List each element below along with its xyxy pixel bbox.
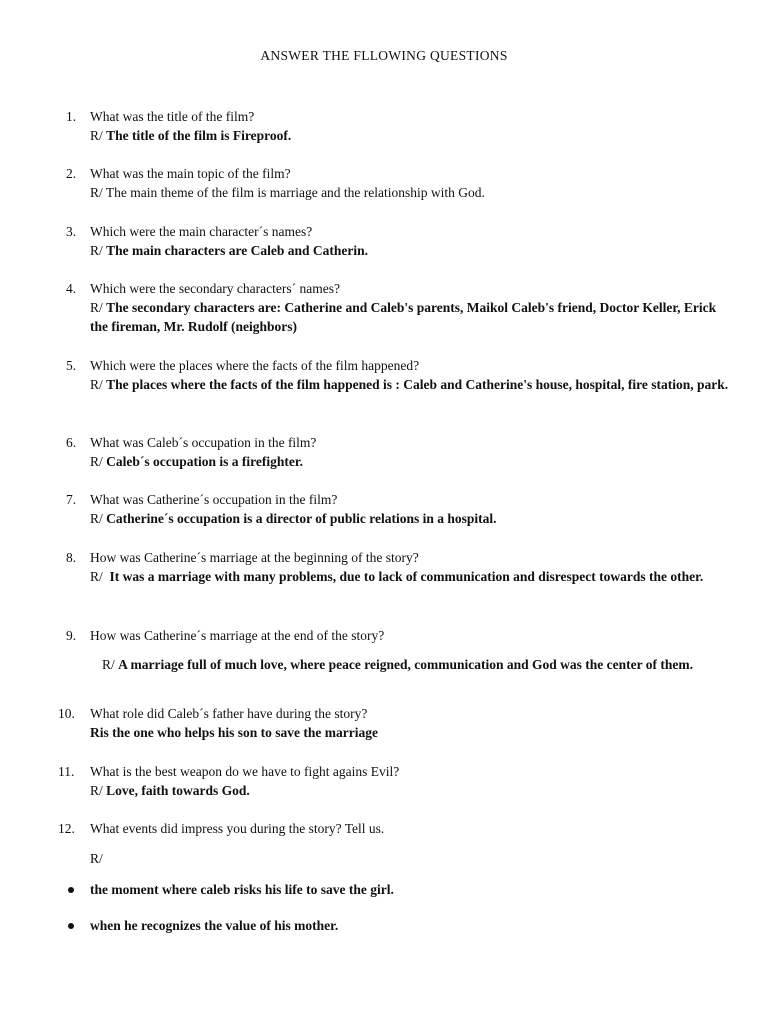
question-text: What is the best weapon do we have to fight agains Evil? xyxy=(90,764,400,779)
question-text: What events did impress you during the story? Tell us. xyxy=(90,821,385,836)
answer-line xyxy=(90,241,736,260)
question-text: How was Catherine´s marriage at the beginning of the story? xyxy=(90,550,419,565)
question-item xyxy=(66,433,736,471)
question-number: 1. xyxy=(66,109,77,124)
answer-line xyxy=(90,298,736,336)
answer-prefix: R/ xyxy=(90,511,107,526)
question-item xyxy=(66,164,736,202)
answer-line xyxy=(90,781,736,800)
answer-text: Caleb´s occupation is a firefighter. xyxy=(106,454,304,469)
answer-prefix: R/ xyxy=(90,243,107,258)
answer-prefix: R/ xyxy=(90,569,110,584)
answer-prefix: R/ xyxy=(90,783,107,798)
answer-line xyxy=(90,183,736,202)
question-text: How was Catherine´s marriage at the end of the story? xyxy=(90,628,385,643)
question-item xyxy=(66,107,736,145)
question-text: Which were the secondary characters´ names? xyxy=(90,281,340,296)
question-item xyxy=(66,279,736,336)
question-number: 4. xyxy=(66,281,77,296)
question-number: 6. xyxy=(66,435,77,450)
question-item xyxy=(58,704,736,742)
question-item xyxy=(66,548,736,586)
question-item xyxy=(58,762,736,800)
bullet-icon xyxy=(68,923,74,929)
question-number: 8. xyxy=(66,550,77,565)
answer-text: Ris the one who helps his son to save the marriage xyxy=(90,725,379,740)
question-text: What role did Caleb´s father have during the story? xyxy=(90,706,368,721)
answer-line xyxy=(44,655,726,675)
answer-line xyxy=(90,126,736,145)
page-title: ANSWER THE FLLOWING QUESTIONS xyxy=(260,48,508,63)
answer-prefix: R/ xyxy=(90,377,107,392)
answer-text: It was a marriage with many problems, due to lack of communication and disrespect towards the other. xyxy=(109,569,704,584)
list-item-text: when he recognizes the value of his mother. xyxy=(90,918,339,933)
answer-line xyxy=(90,375,736,394)
answer-text: A marriage full of much love, where peace reigned, communication and God was the center of them. xyxy=(118,657,693,672)
list-item xyxy=(68,880,728,899)
question-number: 10. xyxy=(58,706,75,721)
question-item xyxy=(66,626,736,645)
question-text: Which were the main character´s names? xyxy=(90,224,313,239)
answer-text: The main theme of the film is marriage and the relationship with God. xyxy=(105,185,485,200)
list-item-text: the moment where caleb risks his life to save the girl. xyxy=(90,882,394,897)
question-text: What was the title of the film? xyxy=(90,109,255,124)
answer-prefix: R/ xyxy=(102,657,119,672)
answer-text: The title of the film is Fireproof. xyxy=(106,128,292,143)
question-number: 9. xyxy=(66,628,77,643)
answer-line xyxy=(90,567,736,586)
list-item xyxy=(68,916,728,935)
answer-prefix: R/ xyxy=(90,185,106,200)
answer-line xyxy=(90,509,736,528)
question-text: What was Caleb´s occupation in the film? xyxy=(90,435,317,450)
question-text: What was the main topic of the film? xyxy=(90,166,291,181)
question-number: 7. xyxy=(66,492,77,507)
question-number: 12. xyxy=(58,821,75,836)
answer-text: The places where the facts of the film happened is : Caleb and Catherine's house, hospital, fire station, park. xyxy=(106,377,729,392)
question-item xyxy=(58,819,736,838)
question-item xyxy=(66,222,736,260)
answer-prefix: R/ xyxy=(90,851,103,866)
bullet-icon xyxy=(68,887,74,893)
answer-prefix: R/ xyxy=(90,454,107,469)
answer-text: The main characters are Caleb and Catherin. xyxy=(106,243,368,258)
answer-prefix: R/ xyxy=(90,300,107,315)
answer-text: The secondary characters are: Catherine and Caleb's parents, Maikol Caleb's friend, Doctor Keller, Erick the fireman, Mr. Rudolf (neighbors) xyxy=(90,300,717,334)
question-item xyxy=(66,490,736,528)
question-item xyxy=(66,356,736,394)
question-text: What was Catherine´s occupation in the film? xyxy=(90,492,338,507)
question-number: 3. xyxy=(66,224,77,239)
answer-text: Catherine´s occupation is a director of public relations in a hospital. xyxy=(106,511,497,526)
question-text: Which were the places where the facts of the film happened? xyxy=(90,358,420,373)
question-number: 5. xyxy=(66,358,77,373)
answer-text: Love, faith towards God. xyxy=(106,783,250,798)
question-number: 2. xyxy=(66,166,77,181)
answer-line xyxy=(90,452,736,471)
question-number: 11. xyxy=(58,764,75,779)
answer-prefix: R/ xyxy=(90,128,107,143)
